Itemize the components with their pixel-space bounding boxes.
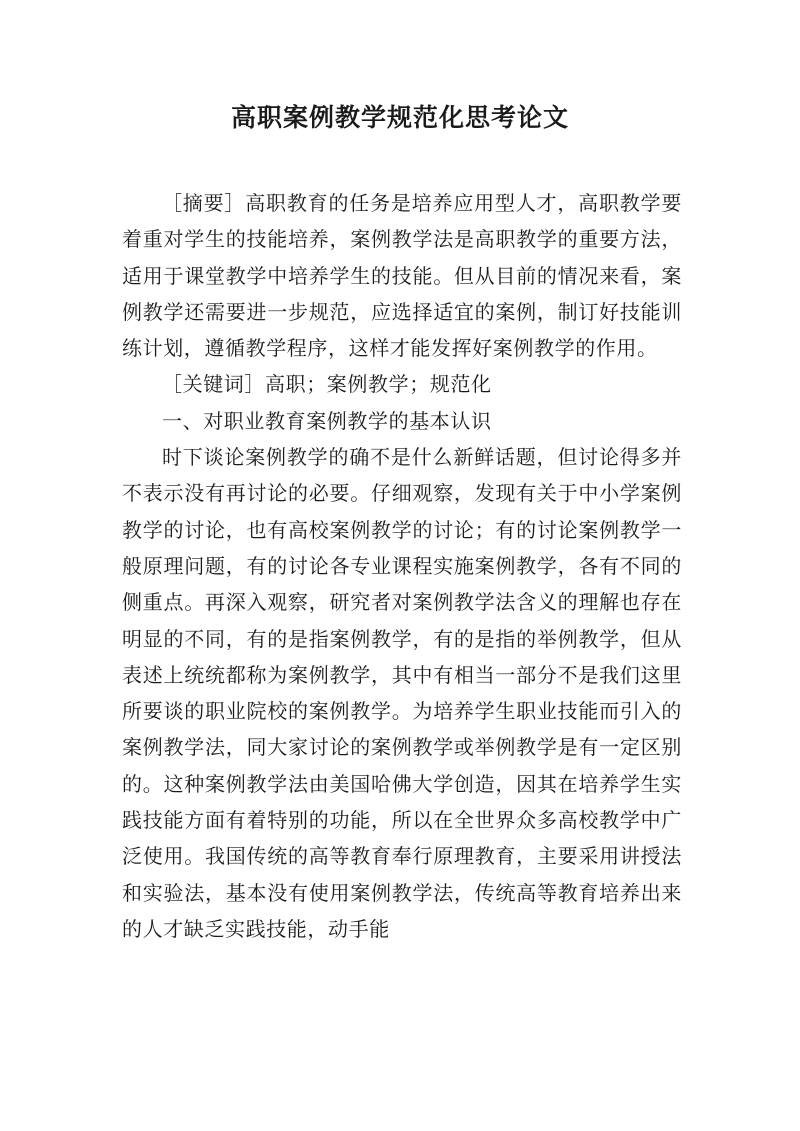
body-paragraph: 时下谈论案例教学的确不是什么新鲜话题，但讨论得多并不表示没有再讨论的必要。仔细观察，发现有关于中小学案例教学的讨论，也有高校案例教学的讨论；有的讨论案例教学一般原理问题，有的讨论各专业课程实施案例教学，各有不同的侧重点。再深入观察，研究者对案例教学法含义的理解也存在明显的不同，有的是指案例教学，有的是指的举例教学，但从表述上统统都称为案例教学，其中有相当一部分不是我们这里所要谈的职业院校的案例教学。为培养学生职业技能而引入的案例教学法，同大家讨论的案例教学或举例教学是有一定区别的。这种案例教学法由美国哈佛大学创造，因其在培养学生实践技能方面有着特别的功能，所以在全世界众多高校教学中广泛使用。我国传统的高等教育奉行原理教育，主要采用讲授法和实验法，基本没有使用案例教学法，传统高等教育培养出来的人才缺乏实践技能，动手能 — [122, 445, 682, 941]
section-heading: 一、对职业教育案例教学的基本认识 — [162, 408, 492, 433]
abstract-paragraph: ［摘要］高职教育的任务是培养应用型人才，高职教学要着重对学生的技能培养，案例教学法是高职教学的重要方法，适用于课堂教学中培养学生的技能。但从目前的情况来看，案例教学还需要进一步规范，应选择适宜的案例，制订好技能训练计划，遵循教学程序，这样才能发挥好案例教学的作用。 — [122, 191, 682, 361]
document-title: 高职案例教学规范化思考论文 — [230, 103, 569, 132]
keywords-paragraph: ［关键词］高职；案例教学；规范化 — [162, 372, 492, 397]
document-body — [122, 185, 682, 947]
